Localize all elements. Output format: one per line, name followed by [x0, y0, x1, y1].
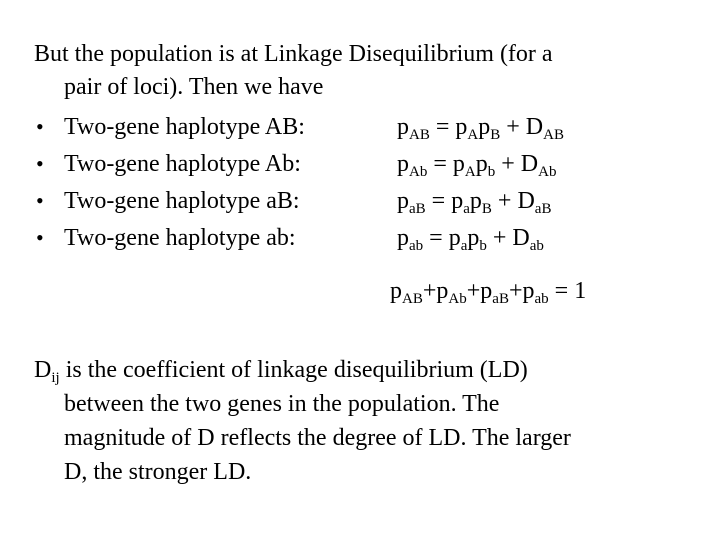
haplotype-equation: [397, 224, 544, 252]
equation-text: + D: [500, 114, 544, 140]
equation-text: p: [390, 278, 402, 304]
equation-subscript: aB: [534, 201, 552, 217]
haplotype-label: Two-gene haplotype ab:: [64, 225, 296, 251]
equation-subscript: Ab: [538, 164, 557, 180]
equation-text: + D: [486, 225, 530, 251]
bullet-marker: •: [36, 225, 44, 250]
equation-subscript: AB: [402, 291, 423, 307]
equation-subscript: A: [464, 164, 476, 180]
conclusion-line-4: D, the stronger LD.: [64, 459, 252, 485]
equation-text: +p: [466, 278, 493, 304]
equation-text: = p: [425, 188, 464, 214]
equation-subscript: a: [460, 238, 468, 254]
equation-text: +p: [508, 278, 535, 304]
bullet-marker: •: [36, 151, 44, 176]
equation-text: p: [397, 151, 409, 177]
equation-text: = p: [429, 114, 468, 140]
equation-text: p: [397, 114, 409, 140]
equation-subscript: AB: [409, 127, 430, 143]
intro-line-1: But the population is at Linkage Disequilibrium (for a: [34, 41, 553, 67]
bullet-marker: •: [36, 188, 44, 213]
conclusion-line-1-text: is the coefficient of linkage disequilibrium (LD): [59, 357, 528, 383]
equation-subscript: Ab: [448, 291, 467, 307]
equation-text: p: [467, 225, 480, 251]
equation-text: p: [475, 151, 488, 177]
sum-equation: [390, 277, 586, 305]
bullet-marker: •: [36, 114, 44, 139]
equation-text: p: [397, 225, 409, 251]
haplotype-label: Two-gene haplotype Ab:: [64, 151, 301, 177]
dij-subscript: ij: [51, 370, 60, 386]
haplotype-equation: [397, 150, 556, 178]
haplotype-label: Two-gene haplotype AB:: [64, 114, 305, 140]
equation-text: + D: [491, 188, 535, 214]
conclusion-line-1: [34, 356, 528, 384]
equation-subscript: B: [481, 201, 492, 217]
equation-text: p: [469, 188, 482, 214]
equation-text: = p: [423, 225, 461, 251]
equation-text: p: [397, 188, 409, 214]
equation-text: = 1: [548, 278, 587, 304]
equation-text: +p: [422, 278, 449, 304]
equation-text: = p: [427, 151, 465, 177]
dij-symbol: D: [34, 357, 52, 383]
equation-subscript: aB: [409, 201, 426, 217]
equation-subscript: aB: [492, 291, 509, 307]
equation-subscript: B: [490, 127, 501, 143]
haplotype-label: Two-gene haplotype aB:: [64, 188, 300, 214]
conclusion-line-2: between the two genes in the population. The: [64, 391, 500, 417]
conclusion-line-3: magnitude of D reflects the degree of LD. The larger: [64, 425, 571, 451]
intro-line-2: pair of loci). Then we have: [64, 74, 324, 100]
equation-subscript: b: [479, 238, 487, 254]
equation-subscript: ab: [534, 291, 549, 307]
equation-subscript: ab: [529, 238, 544, 254]
equation-text: + D: [495, 151, 539, 177]
equation-subscript: a: [463, 201, 470, 217]
equation-text: p: [478, 114, 491, 140]
haplotype-equation: [397, 187, 551, 215]
equation-subscript: AB: [543, 127, 564, 143]
equation-subscript: Ab: [409, 164, 428, 180]
equation-subscript: A: [467, 127, 479, 143]
equation-subscript: b: [487, 164, 496, 180]
equation-subscript: ab: [409, 238, 424, 254]
haplotype-equation: [397, 113, 564, 141]
